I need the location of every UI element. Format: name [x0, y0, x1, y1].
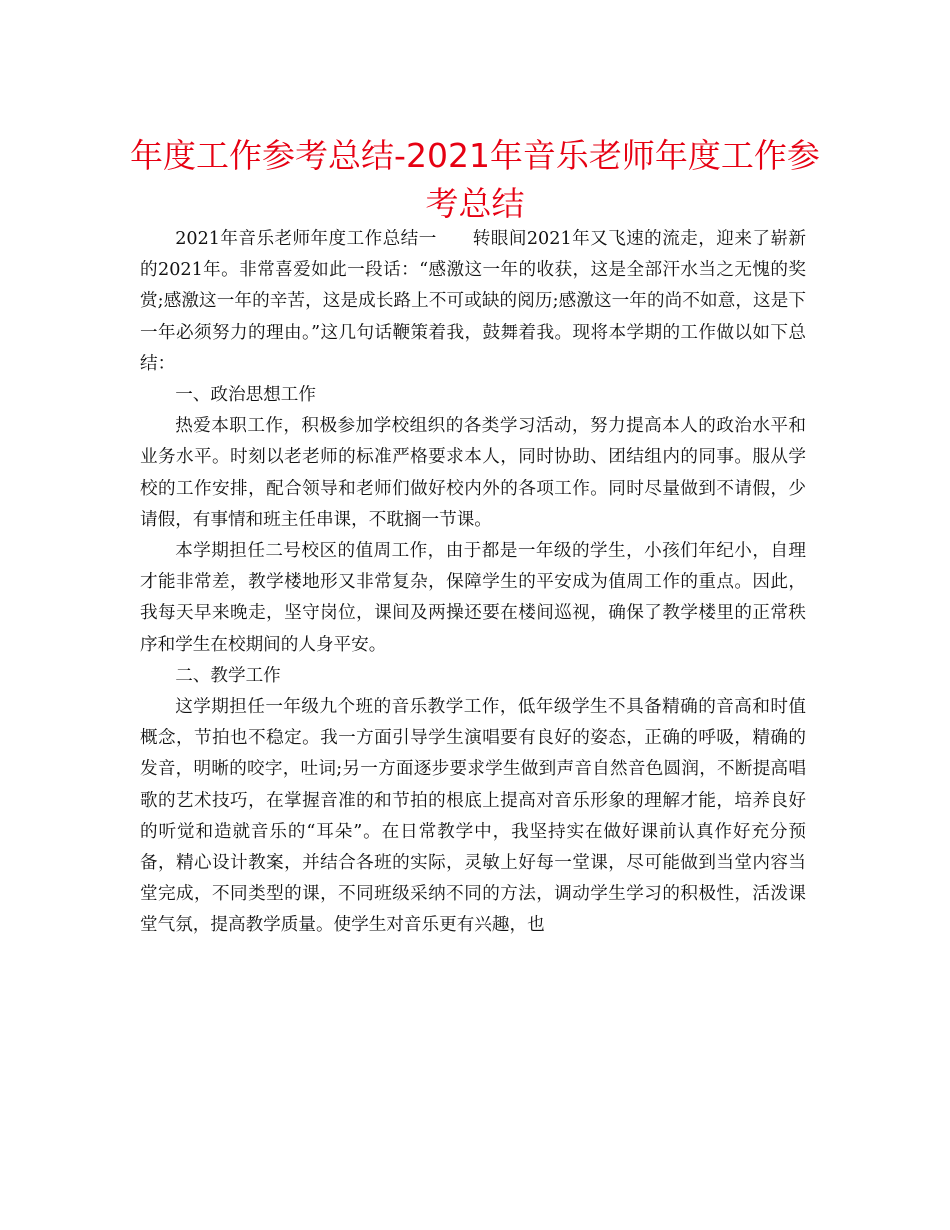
section-heading-teaching: 二、教学工作 [175, 665, 281, 686]
paragraph-teaching: 这学期担任一年级九个班的音乐教学工作，低年级学生不具备精确的音高和时值概念，节拍也不稳定。我一方面引导学生演唱要有良好的姿态，正确的呼吸，精确的发音，明晰的咬字，吐词;另一方面逐步要求学生做到声音自然音色圆润，不断提高唱歌的艺术技巧，在掌握音准的和节拍的根底上提高对音乐形象的理解才能，培养良好的听觉和造就音乐的“耳朵”。在日常教学中，我坚持实在做好课前认真作好充分预备，精心设计教案，并结合各班的实际，灵敏上好每一堂课，尽可能做到当堂内容当堂完成，不同类型的课，不同班级采纳不同的方法，调动学生学习的积极性，活泼课堂气氛，提高教学质量。使学生对音乐更有兴趣，也 [140, 697, 806, 936]
paragraph-politics: 热爱本职工作，积极参加学校组织的各类学习活动，努力提高本人的政治水平和业务水平。时刻以老老师的标准严格要求本人，同时协助、团结组内的同事。服从学校的工作安排，配合领导和老师们做好校内外的各项工作。同时尽量做到不请假，少请假，有事情和班主任串课，不耽搁一节课。 [140, 416, 806, 530]
paragraph-intro: 2021年音乐老师年度工作总结一 转眼间2021年又飞速的流走，迎来了崭新的2021年。非常喜爱如此一段话：“感激这一年的收获，这是全部汗水当之无愧的奖赏;感激这一年的辛苦，这是成长路上不可或缺的阅历;感激这一年的尚不如意，这是下一年必须努力的理由。”这几句话鞭策着我，鼓舞着我。现将本学期的工作做以如下总结： [140, 229, 806, 374]
paragraph-duty: 本学期担任二号校区的值周工作，由于都是一年级的学生，小孩们年纪小，自理才能非常差，教学楼地形又非常复杂，保障学生的平安成为值周工作的重点。因此，我每天早来晚走，坚守岗位，课间及两操还要在楼间巡视，确保了教学楼里的正常秩序和学生在校期间的人身平安。 [140, 541, 806, 655]
document-title: 年度工作参考总结-2021年音乐老师年度工作参考总结 [130, 136, 820, 223]
section-heading-politics: 一、政治思想工作 [175, 385, 316, 406]
document-body [140, 224, 806, 942]
